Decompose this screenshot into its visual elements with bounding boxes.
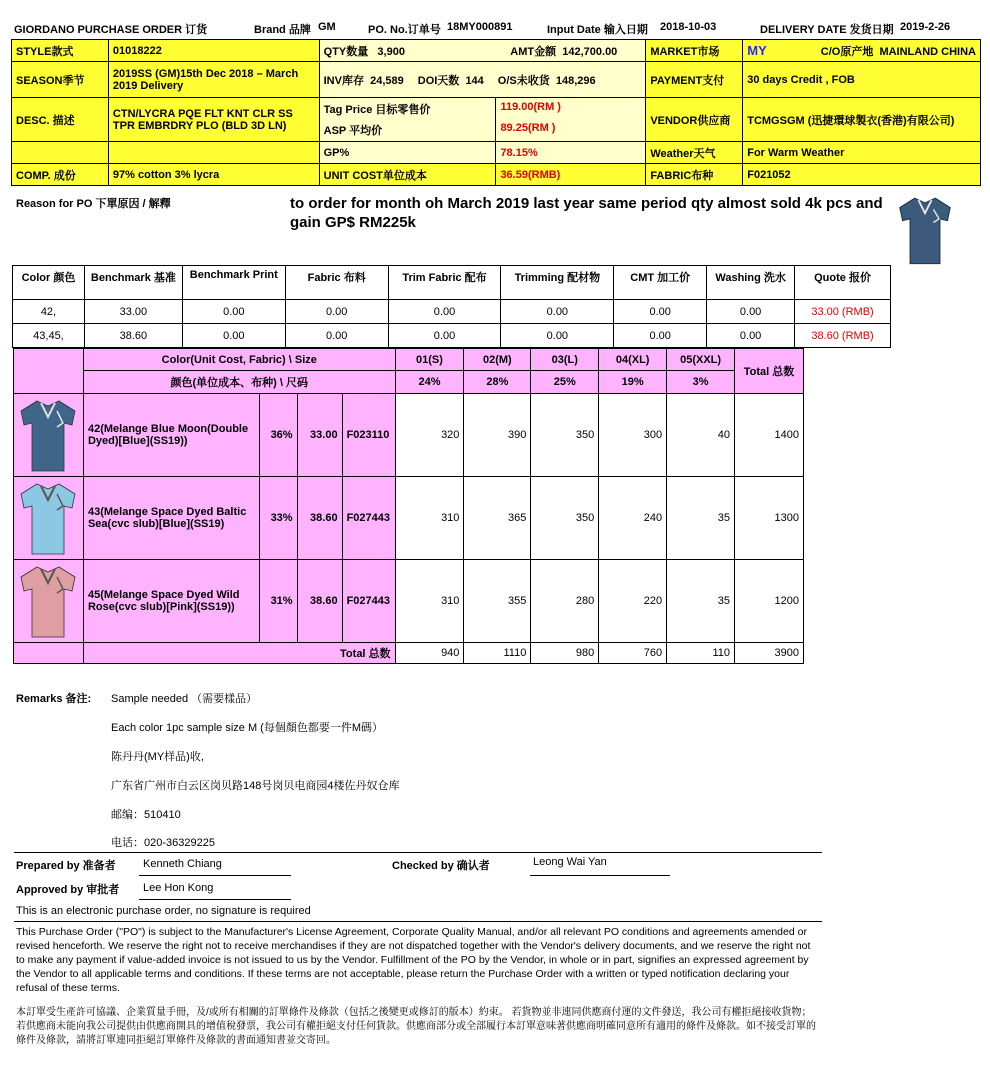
qty-label: QTY数量 bbox=[323, 45, 369, 58]
shirt-thumbnail bbox=[17, 397, 79, 473]
comp-value: 97% cotton 3% lycra bbox=[108, 164, 319, 186]
color-name: 42(Melange Blue Moon(Double Dyed)[Blue](SS19)) bbox=[83, 394, 259, 477]
table-row bbox=[13, 324, 891, 348]
size-total: 110 bbox=[667, 643, 735, 664]
size-qty: 35 bbox=[667, 560, 735, 643]
color-fabric: F023110 bbox=[342, 394, 395, 477]
bench-cell: 0.00 bbox=[285, 300, 388, 324]
electronic-note: This is an electronic purchase order, no signature is required bbox=[16, 905, 311, 917]
totals-label: Total 总数 bbox=[83, 643, 395, 664]
terms-chinese: 本訂單受生產許可協議、企業質量手冊，及/或所有相關的訂單條件及條款（包括之後變更或修訂的版本）約束。 若貨物並非連同供應商付運的文件發送，我公司有權拒絕接收貨物；若供應商未能向我公司提供由供應商開具的增值稅發票，我公司有權拒絕支付任何貨款。供應商部分或全部履行本訂單意味著供應商明確同意所有適用的條件及條款。如不接受訂單的條件及條款，請將訂單連同拒絕訂單條件及條款的書面通知書並交寄回。 bbox=[16, 1007, 816, 1046]
shirt-thumbnail bbox=[17, 480, 79, 556]
amt-value: 142,700.00 bbox=[562, 45, 618, 58]
co-value: MAINLAND CHINA bbox=[879, 45, 976, 58]
asp-label: ASP 平均价 bbox=[323, 125, 383, 137]
grand-total: 3900 bbox=[735, 643, 804, 664]
size-pct: 25% bbox=[531, 371, 599, 394]
brand-label: Brand 品牌 bbox=[254, 24, 311, 36]
size-qty: 280 bbox=[531, 560, 599, 643]
remarks-label: Remarks 备注: bbox=[16, 693, 92, 705]
size-pct: 28% bbox=[464, 371, 531, 394]
bench-cell: 0.00 bbox=[707, 324, 795, 348]
input-date-label: Input Date 输入日期 bbox=[547, 24, 648, 36]
size-pct: 24% bbox=[395, 371, 464, 394]
benchmark-table bbox=[12, 265, 891, 348]
approved-by: Lee Hon Kong bbox=[139, 882, 291, 900]
info-table bbox=[11, 39, 981, 186]
size-qty: 350 bbox=[531, 477, 599, 560]
size-qty: 355 bbox=[464, 560, 531, 643]
asp-value: 89.25(RM ) bbox=[500, 122, 556, 134]
size-total: 1110 bbox=[464, 643, 531, 664]
remark-line: Each color 1pc sample size M (每個顏色都要一件M碼） bbox=[111, 722, 383, 734]
size-qty: 390 bbox=[464, 394, 531, 477]
os-value: 148,296 bbox=[555, 74, 596, 87]
size-qty: 320 bbox=[395, 394, 464, 477]
remark-line: 陈丹丹(MY样品)收, bbox=[111, 751, 204, 763]
fabric-value: F021052 bbox=[743, 164, 981, 186]
gp-label: GP% bbox=[319, 142, 496, 164]
market-label: MARKET市场 bbox=[646, 40, 743, 62]
comp-label: COMP. 成份 bbox=[12, 164, 109, 186]
qty-value: 3,900 bbox=[377, 45, 405, 58]
remark-line: 电话：020-36329225 bbox=[111, 837, 215, 849]
size-qty: 365 bbox=[464, 477, 531, 560]
delivery-label: DELIVERY DATE 发货日期 bbox=[760, 24, 894, 36]
doi-value: 144 bbox=[465, 74, 484, 87]
co-label: C/O原产地 bbox=[820, 45, 874, 58]
bench-header: Benchmark Print bbox=[182, 266, 285, 300]
size-header-zh: 颜色(单位成本、布种) \ 尺码 bbox=[83, 371, 395, 394]
vendor-value: TCMGSGM (迅捷環球製衣(香港)有限公司) bbox=[743, 98, 981, 142]
checked-label: Checked by 确认者 bbox=[392, 860, 490, 872]
bench-cell: 33.00 bbox=[84, 300, 182, 324]
size-qty: 310 bbox=[395, 560, 464, 643]
bench-cell: 0.00 bbox=[182, 300, 285, 324]
product-shirt-image bbox=[896, 190, 954, 270]
size-qty: 40 bbox=[667, 394, 735, 477]
gp-value: 78.15% bbox=[496, 142, 646, 164]
remark-line: Sample needed （需要樣品） bbox=[111, 693, 258, 705]
bench-cell: 43,45, bbox=[13, 324, 85, 348]
input-date: 2018-10-03 bbox=[660, 21, 717, 33]
po-number: 18MY000891 bbox=[447, 21, 513, 33]
delivery-date: 2019-2-26 bbox=[900, 21, 951, 33]
bench-cell: 38.60 bbox=[84, 324, 182, 348]
weather-label: Weather天气 bbox=[646, 142, 743, 164]
po-label: PO. No.订单号 bbox=[368, 24, 441, 36]
remark-line: 广东省广州市白云区岗贝路148号岗贝电商园4楼佐丹奴仓库 bbox=[111, 780, 400, 792]
unit-cost-label: UNIT COST单位成本 bbox=[319, 164, 496, 186]
amt-label: AMT金额 bbox=[510, 45, 557, 58]
bench-header: Trim Fabric 配布 bbox=[388, 266, 501, 300]
style-label: STYLE款式 bbox=[12, 40, 109, 62]
reason-label: Reason for PO 下單原因 / 解釋 bbox=[16, 198, 171, 210]
size-total: 980 bbox=[531, 643, 599, 664]
size-qty: 240 bbox=[599, 477, 667, 560]
size-name: 04(XL) bbox=[599, 349, 667, 371]
size-qty: 220 bbox=[599, 560, 667, 643]
market-value: MY bbox=[747, 42, 767, 58]
tag-price-value: 119.00(RM ) bbox=[500, 101, 561, 113]
color-fabric: F027443 bbox=[342, 477, 395, 560]
checked-by: Leong Wai Yan bbox=[530, 856, 670, 876]
bench-cell: 0.00 bbox=[388, 324, 501, 348]
bench-cell: 0.00 bbox=[614, 324, 707, 348]
size-qty: 310 bbox=[395, 477, 464, 560]
style-value: 01018222 bbox=[108, 40, 319, 62]
table-row bbox=[14, 477, 804, 560]
unit-cost-value: 36.59(RMB) bbox=[496, 164, 646, 186]
table-row bbox=[13, 300, 891, 324]
bench-cell: 0.00 bbox=[707, 300, 795, 324]
fabric-label: FABRIC布种 bbox=[646, 164, 743, 186]
color-cost: 33.00 bbox=[297, 394, 342, 477]
size-name: 02(M) bbox=[464, 349, 531, 371]
bench-cell: 0.00 bbox=[614, 300, 707, 324]
bench-header: Fabric 布料 bbox=[285, 266, 388, 300]
season-label: SEASON季节 bbox=[12, 62, 109, 98]
season-value: 2019SS (GM)15th Dec 2018 – March 2019 Delivery bbox=[108, 62, 319, 98]
size-name: 03(L) bbox=[531, 349, 599, 371]
table-row bbox=[14, 394, 804, 477]
color-pct: 31% bbox=[259, 560, 297, 643]
size-breakdown-table bbox=[13, 348, 804, 664]
color-name: 45(Melange Space Dyed Wild Rose(cvc slub)[Pink](SS19)) bbox=[83, 560, 259, 643]
doi-label: DOI天数 bbox=[417, 74, 460, 87]
bench-header: CMT 加工价 bbox=[614, 266, 707, 300]
shirt-thumbnail bbox=[17, 563, 79, 639]
totals-row bbox=[14, 643, 804, 664]
payment-label: PAYMENT支付 bbox=[646, 62, 743, 98]
terms-english: This Purchase Order ("PO") is subject to the Manufacturer's License Agreement, Corporate Quality Manual, and/or all relevant PO conditions and agreements amended or revised henceforth. We reserve the right not to receive merchandises if they are not dispatched together with the Vendor's delivery documents, and we reserve the right not to make any payment if value-added invoice is not issued to us by the Vendor. Fulfillment of the PO by the Vendor, in whole or in part, signifies an expressed agreement by the Vendor to all applicable terms and conditions. If these terms are not acceptable, please return the Purchase Order with a written or typed notification declaring your refusal of these terms. bbox=[16, 926, 811, 994]
size-pct: 19% bbox=[599, 371, 667, 394]
bench-cell: 0.00 bbox=[285, 324, 388, 348]
os-label: O/S未收货 bbox=[497, 74, 550, 87]
color-pct: 36% bbox=[259, 394, 297, 477]
bench-cell: 0.00 bbox=[501, 300, 614, 324]
size-header-en: Color(Unit Cost, Fabric) \ Size bbox=[83, 349, 395, 371]
payment-value: 30 days Credit , FOB bbox=[743, 62, 981, 98]
size-qty: 300 bbox=[599, 394, 667, 477]
bench-cell: 33.00 (RMB) bbox=[795, 300, 891, 324]
bench-header: Color 颜色 bbox=[13, 266, 85, 300]
brand-value: GM bbox=[318, 21, 336, 33]
total-header: Total 总数 bbox=[735, 349, 804, 394]
bench-cell: 42, bbox=[13, 300, 85, 324]
size-pct: 3% bbox=[667, 371, 735, 394]
inv-label: INV库存 bbox=[323, 74, 364, 87]
inv-value: 24,589 bbox=[370, 74, 404, 87]
prepared-label: Prepared by 准备者 bbox=[16, 860, 116, 872]
size-name: 01(S) bbox=[395, 349, 464, 371]
color-name: 43(Melange Space Dyed Baltic Sea(cvc slub)[Blue](SS19) bbox=[83, 477, 259, 560]
weather-value: For Warm Weather bbox=[743, 142, 981, 164]
prepared-by: Kenneth Chiang bbox=[139, 858, 291, 876]
bench-header: Washing 洗水 bbox=[707, 266, 795, 300]
desc-label: DESC. 描述 bbox=[12, 98, 109, 142]
color-fabric: F027443 bbox=[342, 560, 395, 643]
size-total: 760 bbox=[599, 643, 667, 664]
color-cost: 38.60 bbox=[297, 477, 342, 560]
row-total: 1400 bbox=[735, 394, 804, 477]
bench-cell: 0.00 bbox=[182, 324, 285, 348]
color-pct: 33% bbox=[259, 477, 297, 560]
divider bbox=[14, 921, 822, 922]
tag-price-label: Tag Price 目标零售价 bbox=[323, 104, 431, 116]
po-title: GIORDANO PURCHASE ORDER 订货 bbox=[14, 24, 208, 36]
approved-label: Approved by 审批者 bbox=[16, 884, 120, 896]
bench-cell: 38.60 (RMB) bbox=[795, 324, 891, 348]
vendor-label: VENDOR供应商 bbox=[646, 98, 743, 142]
row-total: 1300 bbox=[735, 477, 804, 560]
table-row bbox=[14, 560, 804, 643]
color-cost: 38.60 bbox=[297, 560, 342, 643]
size-qty: 35 bbox=[667, 477, 735, 560]
size-total: 940 bbox=[395, 643, 464, 664]
remark-line: 邮编：510410 bbox=[111, 809, 181, 821]
bench-header: Trimming 配材物 bbox=[501, 266, 614, 300]
row-total: 1200 bbox=[735, 560, 804, 643]
reason-text: to order for month oh March 2019 last year same period qty almost sold 4k pcs and gain GP$ RM225k bbox=[290, 195, 883, 231]
bench-cell: 0.00 bbox=[388, 300, 501, 324]
size-qty: 350 bbox=[531, 394, 599, 477]
bench-cell: 0.00 bbox=[501, 324, 614, 348]
bench-header: Benchmark 基准 bbox=[84, 266, 182, 300]
size-name: 05(XXL) bbox=[667, 349, 735, 371]
divider bbox=[14, 852, 822, 853]
bench-header: Quote 报价 bbox=[795, 266, 891, 300]
desc-value: CTN/LYCRA PQE FLT KNT CLR SS TPR EMBRDRY PLO (BLD 3D LN) bbox=[108, 98, 319, 142]
